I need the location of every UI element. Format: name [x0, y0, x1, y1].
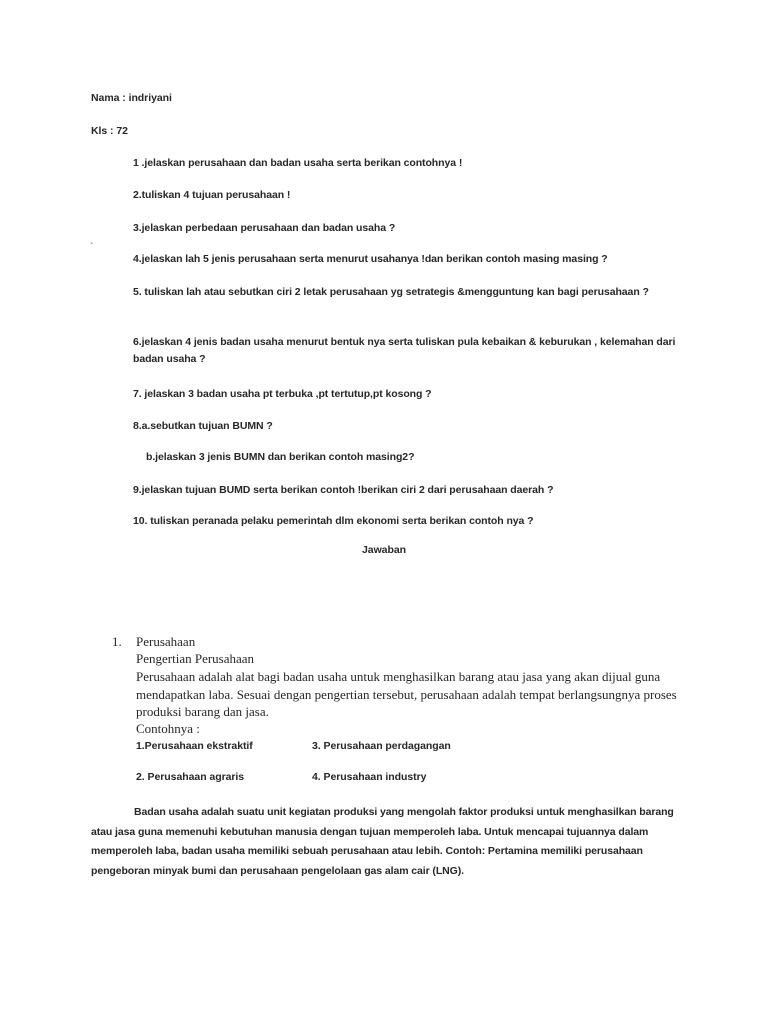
question-1: 1 .jelaskan perusahaan dan badan usaha serta berikan contohnya ! — [133, 157, 463, 169]
question-7: 7. jelaskan 3 badan usaha pt terbuka ,pt tertutup,pt kosong ? — [133, 388, 432, 400]
stray-tick-mark: ` — [90, 242, 94, 253]
example-row-2 — [136, 771, 656, 783]
question-4: 4.jelaskan lah 5 jenis perusahaan serta menurut usahanya !dan berikan contoh masing masing ? — [133, 253, 608, 265]
question-3: 3.jelaskan perbedaan perusahaan dan badan usaha ? — [133, 222, 396, 234]
question-5: 5. tuliskan lah atau sebutkan ciri 2 letak perusahaan yg setrategis &mengguntung kan bagi perusahaan ? — [133, 286, 649, 298]
answer-1-examples-label: Contohnya : — [136, 721, 200, 736]
question-9: 9.jelaskan tujuan BUMD serta berikan contoh !berikan ciri 2 dari perusahaan daerah ? — [133, 484, 554, 496]
example-2-left: 2. Perusahaan agraris — [136, 771, 245, 783]
answer-1-subtitle: Pengertian Perusahaan — [136, 651, 255, 666]
answer-1-marker: 1. — [112, 634, 122, 649]
question-8a: 8.a.sebutkan tujuan BUMN ? — [133, 420, 273, 432]
answers-heading: Jawaban — [361, 544, 406, 556]
example-1-left: 1.Perusahaan ekstraktif — [136, 740, 253, 752]
question-2: 2.tuliskan 4 tujuan perusahaan ! — [133, 189, 291, 201]
student-name-line: Nama : indriyani — [91, 92, 172, 104]
example-row-1 — [136, 740, 656, 752]
answer-1-closing-paragraph: Badan usaha adalah suatu unit kegiatan produksi yang mengolah faktor produksi untuk menghasilkan barang atau jasa guna memenuhi kebutuhan manusia dengan tujuan memperoleh laba. Untuk mencapai tujuannya dalam memperoleh laba, badan usaha memiliki sebuah perusahaan atau lebih. Contoh: Pertamina memiliki perusahaan pengeboran minyak bumi dan perusahaan pengelolaan gas alam cair (LNG). — [91, 806, 674, 877]
answer-1-title: Perusahaan — [136, 634, 196, 649]
student-class-line: Kls : 72 — [91, 125, 128, 137]
example-2-right: 4. Perusahaan industry — [312, 771, 427, 783]
question-6: 6.jelaskan 4 jenis badan usaha menurut bentuk nya serta tuliskan pula kebaikan & keburukan , kelemahan dari badan usaha ? — [133, 336, 676, 365]
question-8b: b.jelaskan 3 jenis BUMN dan berikan contoh masing2? — [146, 451, 415, 463]
answer-1-body: Perusahaan adalah alat bagi badan usaha untuk menghasilkan barang atau jasa yang akan dijual guna mendapatkan laba. Sesuai dengan pengertian tersebut, perusahaan adalah tempat berlangsungnya proses produksi barang dan jasa. — [136, 669, 677, 719]
example-1-right: 3. Perusahaan perdagangan — [312, 740, 451, 752]
question-10: 10. tuliskan peranada pelaku pemerintah dlm ekonomi serta berikan contoh nya ? — [133, 515, 534, 527]
